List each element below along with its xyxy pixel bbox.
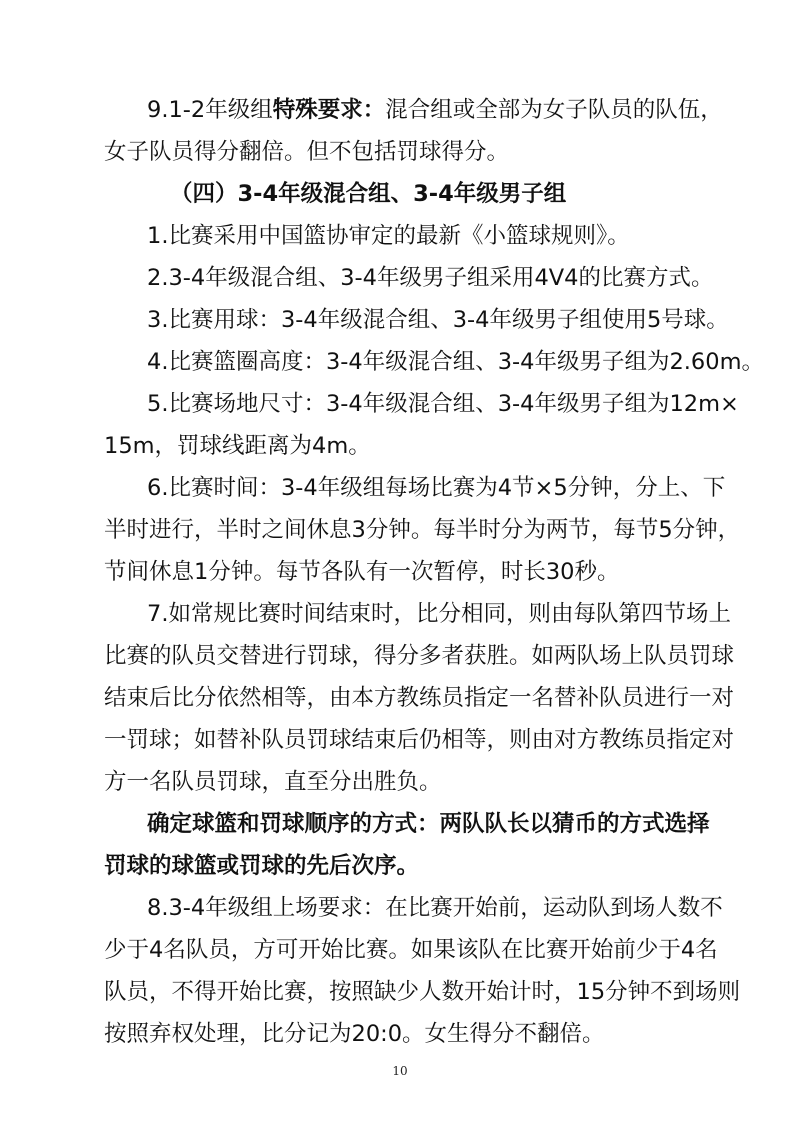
rule-9-text: 混合组或全部为女子队员的队伍， bbox=[385, 97, 723, 123]
rule-2: 2.3-4年级混合组、3-4年级男子组采用4V4的比赛方式。 bbox=[147, 265, 714, 291]
rule-8-line-1: 8.3-4年级组上场要求：在比赛开始前，运动队到场人数不 bbox=[147, 895, 723, 921]
bold-paragraph-line-1: 确定球篮和罚球顺序的方式：两队队长以猜币的方式选择 bbox=[147, 811, 710, 837]
rule-6-line-3: 节间休息1分钟。每节各队有一次暂停，时长30秒。 bbox=[104, 559, 620, 585]
rule-7-line-1: 7.如常规比赛时间结束时，比分相同，则由每队第四节场上 bbox=[147, 601, 731, 627]
rule-9-label: 9.1-2年级组 bbox=[147, 97, 273, 123]
page-number: 10 bbox=[392, 1064, 408, 1078]
section-heading: （四）3-4年级混合组、3-4年级男子组 bbox=[170, 181, 567, 207]
rule-7-line-2: 比赛的队员交替进行罚球，得分多者获胜。如两队场上队员罚球 bbox=[104, 643, 735, 669]
rule-4: 4.比赛篮圈高度：3-4年级混合组、3-4年级男子组为2.60m。 bbox=[147, 349, 764, 375]
rule-6-line-1: 6.比赛时间：3-4年级组每场比赛为4节×5分钟，分上、下 bbox=[147, 475, 726, 501]
rule-6-line-2: 半时进行，半时之间休息3分钟。每半时分为两节，每节5分钟， bbox=[104, 517, 741, 543]
rule-8-line-4: 按照弃权处理，比分记为20:0。女生得分不翻倍。 bbox=[104, 1021, 605, 1047]
rule-3: 3.比赛用球：3-4年级混合组、3-4年级男子组使用5号球。 bbox=[147, 307, 729, 333]
rule-5-line-2: 15m，罚球线距离为4m。 bbox=[104, 433, 371, 459]
rule-8-line-3: 队员，不得开始比赛，按照缺少人数开始计时，15分钟不到场则 bbox=[104, 979, 741, 1005]
rule-7-line-4: 一罚球；如替补队员罚球结束后仍相等，则由对方教练员指定对 bbox=[104, 727, 735, 753]
rule-9-line-1 bbox=[147, 95, 723, 125]
bold-paragraph-line-2: 罚球的球篮或罚球的先后次序。 bbox=[104, 853, 420, 879]
rule-9-line-2: 女子队员得分翻倍。但不包括罚球得分。 bbox=[104, 139, 510, 165]
rule-8-line-2: 少于4名队员，方可开始比赛。如果该队在比赛开始前少于4名 bbox=[104, 937, 718, 963]
rule-5-line-1: 5.比赛场地尺寸：3-4年级混合组、3-4年级男子组为12m× bbox=[147, 391, 739, 417]
rule-1: 1.比赛采用中国篮协审定的最新《小篮球规则》。 bbox=[147, 223, 630, 249]
rule-7-line-3: 结束后比分依然相等，由本方教练员指定一名替补队员进行一对 bbox=[104, 685, 735, 711]
special-requirement-label: 特殊要求： bbox=[272, 97, 386, 123]
rule-7-line-5: 方一名队员罚球，直至分出胜负。 bbox=[104, 769, 442, 795]
